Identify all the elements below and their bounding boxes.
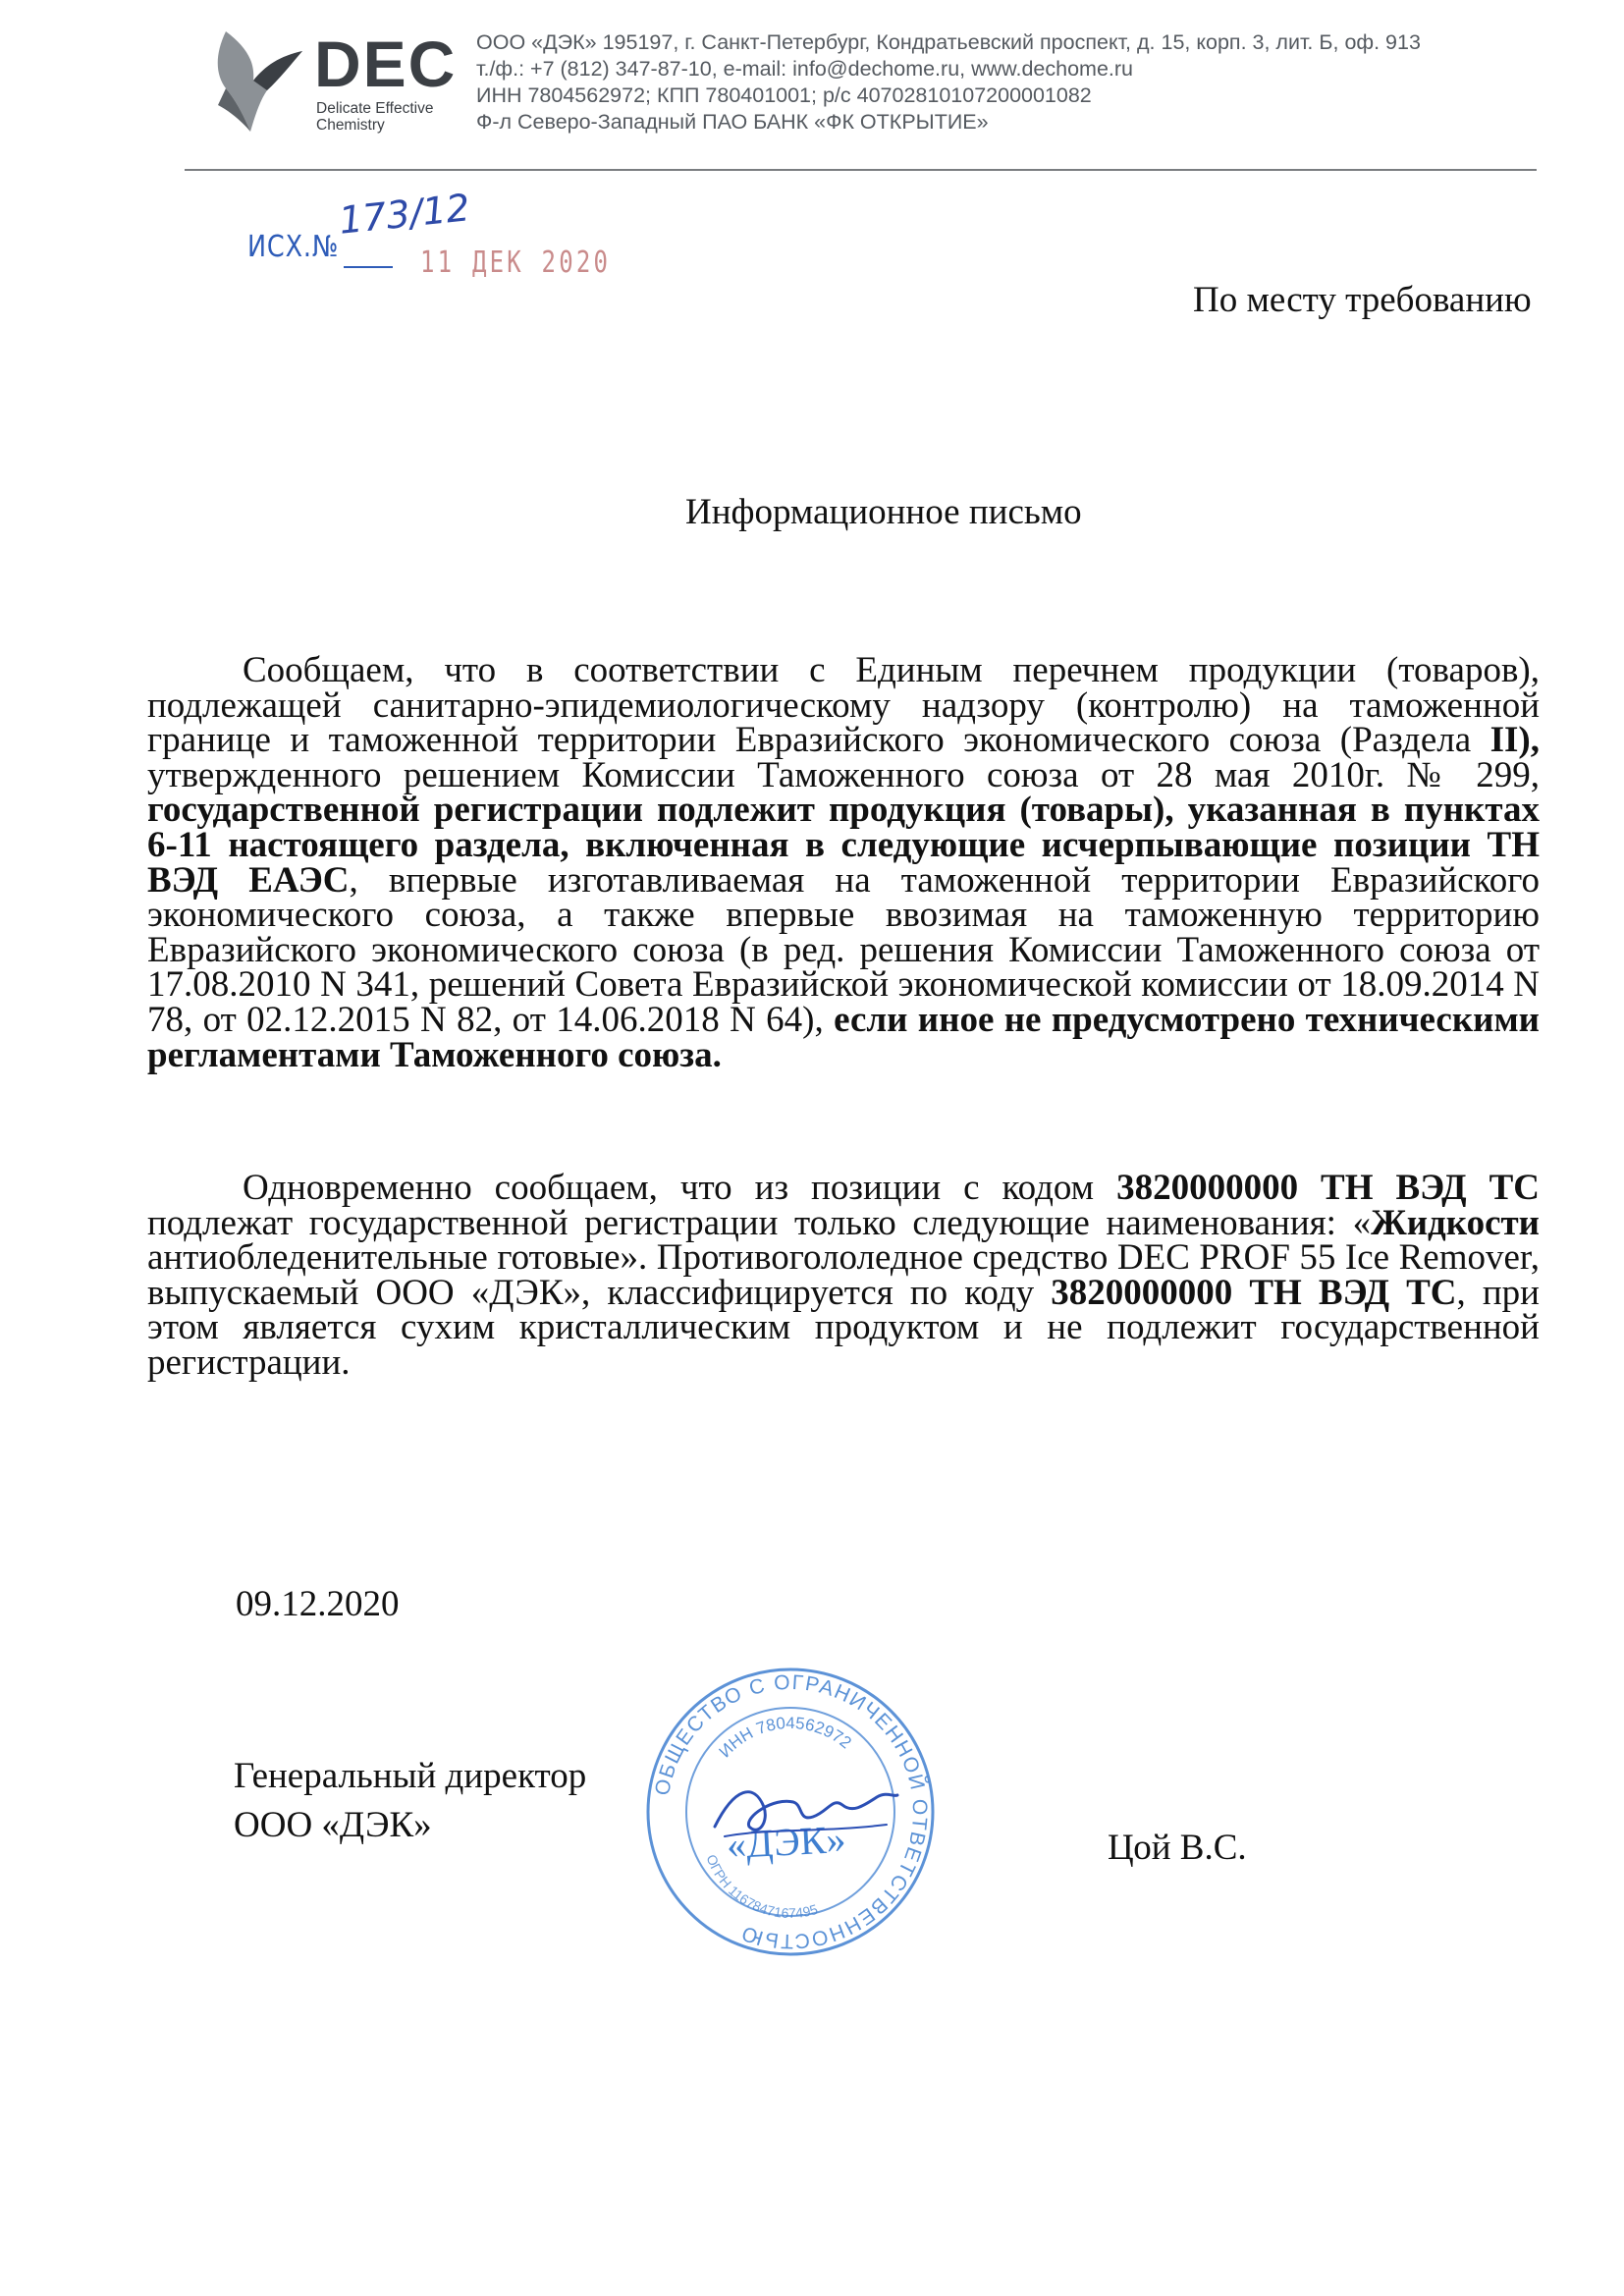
company-logo [196, 22, 461, 137]
p2-text-4: , при этом является сухим кристаллическим продуктом и не подлежит государственной регистрации. [147, 1272, 1540, 1383]
signatory-name: Цой В.С. [1108, 1828, 1247, 1868]
logo-wordmark: DEC [314, 27, 458, 100]
outgoing-number-handwritten: 173/12 [337, 186, 472, 243]
seal-ogrn-text: ОГРН 1167847167495 [703, 1852, 820, 1922]
svg-text:ИНН 7804562972 [716, 1714, 855, 1761]
signatory-role [234, 1752, 586, 1850]
company-address-line: ООО «ДЭК» 195197, г. Санкт-Петербург, Кондратьевский проспект, д. 15, корп. 3, лит. Б, оф. 913 [476, 30, 1421, 54]
p2-text-3: антиобледенительные готовые». Противогололедное средство DEC PROF 55 Ice Remover, выпускаемый ООО «ДЭК», классифицируется по коду [147, 1237, 1540, 1313]
company-details [476, 29, 1421, 136]
outgoing-number-underline [344, 266, 393, 268]
paragraph-1 [147, 650, 1540, 1075]
seal-outer-text: ОБЩЕСТВО С ОГРАНИЧЕННОЙ ОТВЕТСТВЕННОСТЬЮ [651, 1670, 932, 1953]
signatory-company: ООО «ДЭК» [234, 1805, 432, 1845]
p1-text-1: Сообщаем, что в соответствии с Единым перечнем продукции (товаров), подлежащей санитарно-эпидемиологическому надзору (контролю) на таможенной границе и таможенной территории Евразийского экономического союза (Раздела [147, 650, 1540, 761]
hummingbird-logo-icon [196, 22, 314, 137]
p1-bold-2: если иное не предусмотрено техническими регламентами Таможенного союза. [147, 999, 1540, 1075]
p1-bold-roman: II), [1489, 720, 1540, 761]
paragraph-2 [147, 1168, 1540, 1383]
p1-text-2: утвержденного решением Комиссии Таможенного союза от 28 мая 2010г. № 299, [147, 754, 1540, 795]
p2-bold-code-1: 3820000000 ТН ВЭД ТС [1116, 1168, 1540, 1208]
company-bank-line: Ф-л Северо-Западный ПАО БАНК «ФК ОТКРЫТИЕ» [476, 110, 989, 134]
header-divider [185, 169, 1537, 171]
p2-bold-word: Жидкости [1371, 1202, 1540, 1243]
outgoing-number-label: ИСХ.№ [247, 230, 340, 264]
seal-company-name: «ДЭК» [725, 1816, 847, 1868]
p1-text-3: , впервые изготавливаемая на таможенной территории Евразийского экономического союза, а также впервые ввозимая на таможенную территорию Евразийского экономического союза (в ред. решения Комиссии Таможенного союза от 17.08.2010 N 341, решений Совета Евразийской экономической комиссии от 18.09.2014 N 78, от 02.12.2015 N 82, от 14.06.2018 N 64), [147, 859, 1540, 1040]
company-contacts-line: т./ф.: +7 (812) 347-87-10, e-mail: info@dechome.ru, www.dechome.ru [476, 57, 1133, 81]
p2-text-2: подлежат государственной регистрации только следующие наименования: « [147, 1202, 1372, 1243]
handwritten-signature-icon [705, 1768, 901, 1856]
p2-text-1: Одновременно сообщаем, что из позиции с кодом [243, 1168, 1117, 1208]
p2-bold-code-2: 3820000000 ТН ВЭД ТС [1051, 1272, 1457, 1313]
letter-title: Информационное письмо [685, 492, 1082, 532]
outgoing-date-stamp: 11 ДЕК 2020 [420, 246, 612, 280]
p1-bold-1: государственной регистрации подлежит продукция (товары), указанная в пунктах 6-11 настоящего раздела, включенная в следующие исчерпывающие позиции ТН ВЭД ЕАЭС [147, 790, 1540, 901]
letter-date: 09.12.2020 [236, 1584, 400, 1624]
company-tax-line: ИНН 7804562972; КПП 780401001; р/с 40702810107200001082 [476, 83, 1092, 107]
recipient-line: По месту требованию [1193, 280, 1532, 320]
logo-tagline: Delicate Effective Chemistry [316, 100, 434, 134]
seal-inn-text: ИНН 7804562972 [715, 1713, 855, 1762]
signatory-position: Генеральный директор [234, 1756, 587, 1796]
